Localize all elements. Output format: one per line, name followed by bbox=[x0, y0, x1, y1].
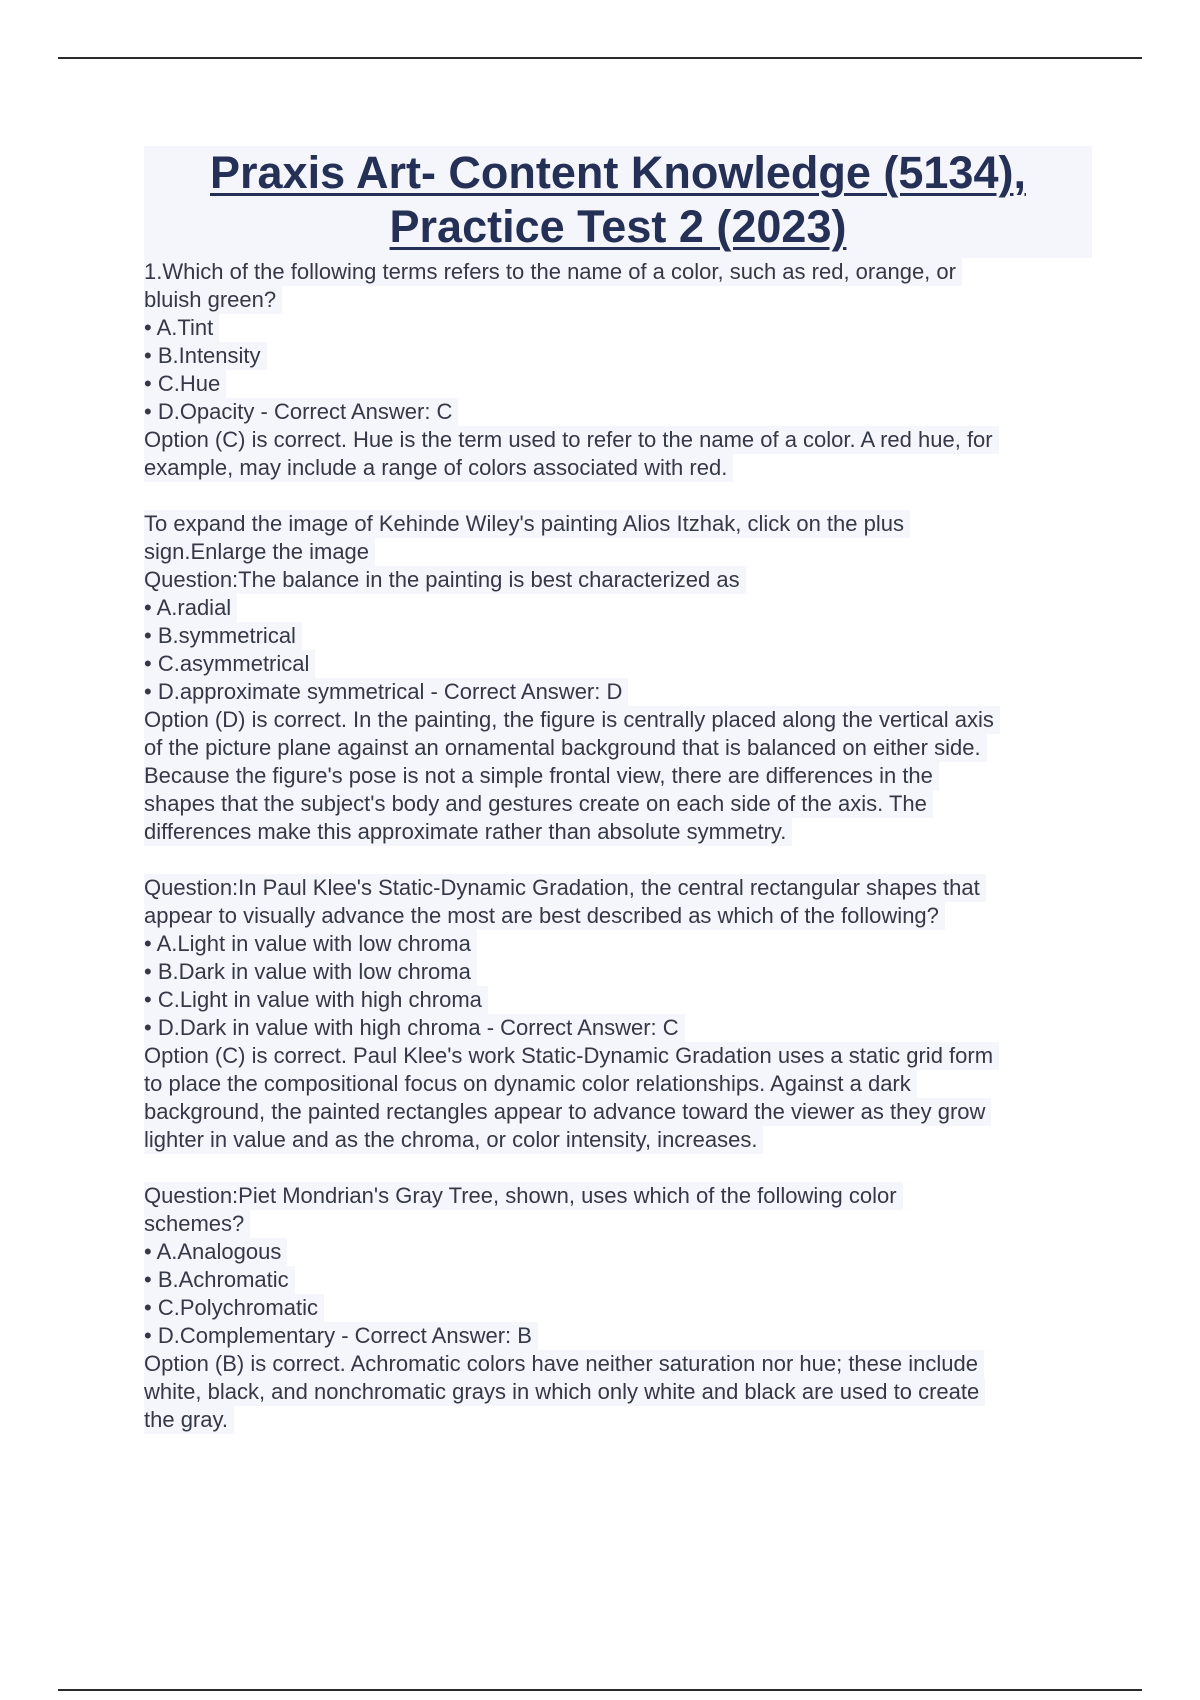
text-line bbox=[144, 510, 1092, 538]
text-line bbox=[144, 1350, 1092, 1378]
text-line-content: shapes that the subject's body and gestures create on each side of the axis. The bbox=[144, 790, 933, 818]
document-body bbox=[144, 146, 1092, 1434]
text-line bbox=[144, 1322, 1092, 1350]
text-line bbox=[144, 678, 1092, 706]
text-line-content: differences make this approximate rather than absolute symmetry. bbox=[144, 818, 792, 846]
text-line bbox=[144, 1238, 1092, 1266]
text-line bbox=[144, 1070, 1092, 1098]
text-line bbox=[144, 398, 1092, 426]
text-line bbox=[144, 1042, 1092, 1070]
text-line-content: • A.radial bbox=[144, 594, 237, 622]
text-line bbox=[144, 930, 1092, 958]
text-line bbox=[144, 1210, 1092, 1238]
text-line-content: • D.Dark in value with high chroma - Correct Answer: C bbox=[144, 1014, 685, 1042]
text-line-content: • A.Tint bbox=[144, 314, 219, 342]
text-line-content: • B.Intensity bbox=[144, 342, 267, 370]
text-line bbox=[144, 286, 1092, 314]
text-line bbox=[144, 314, 1092, 342]
text-line bbox=[144, 1294, 1092, 1322]
header-rule bbox=[58, 57, 1142, 59]
text-line bbox=[144, 370, 1092, 398]
text-line bbox=[144, 454, 1092, 482]
section-spacer bbox=[144, 846, 1092, 874]
text-line bbox=[144, 958, 1092, 986]
text-line bbox=[144, 1266, 1092, 1294]
text-line-content: • A.Analogous bbox=[144, 1238, 287, 1266]
text-line-content: bluish green? bbox=[144, 286, 282, 314]
text-line bbox=[144, 426, 1092, 454]
text-line-content: 1.Which of the following terms refers to the name of a color, such as red, orange, or bbox=[144, 258, 962, 286]
text-line bbox=[144, 1406, 1092, 1434]
text-line bbox=[144, 706, 1092, 734]
text-line-content: sign.Enlarge the image bbox=[144, 538, 375, 566]
text-line-content: schemes? bbox=[144, 1210, 250, 1238]
text-line bbox=[144, 1378, 1092, 1406]
title-line-2: Practice Test 2 (2023) bbox=[389, 201, 847, 252]
text-line-content: Question:Piet Mondrian's Gray Tree, shown, uses which of the following color bbox=[144, 1182, 903, 1210]
text-line-content: the gray. bbox=[144, 1406, 234, 1434]
text-line-content: background, the painted rectangles appear to advance toward the viewer as they grow bbox=[144, 1098, 991, 1126]
text-line bbox=[144, 1182, 1092, 1210]
text-line bbox=[144, 258, 1092, 286]
text-line-content: Option (C) is correct. Paul Klee's work Static-Dynamic Gradation uses a static grid form bbox=[144, 1042, 999, 1070]
text-line-content: lighter in value and as the chroma, or color intensity, increases. bbox=[144, 1126, 763, 1154]
text-line-content: appear to visually advance the most are best described as which of the following? bbox=[144, 902, 945, 930]
question-block bbox=[144, 1182, 1092, 1434]
text-line bbox=[144, 342, 1092, 370]
text-line-content: Option (B) is correct. Achromatic colors have neither saturation nor hue; these include bbox=[144, 1350, 984, 1378]
text-line bbox=[144, 986, 1092, 1014]
question-list bbox=[144, 258, 1092, 1434]
text-line-content: Question:The balance in the painting is best characterized as bbox=[144, 566, 746, 594]
text-line-content: Because the figure's pose is not a simple frontal view, there are differences in the bbox=[144, 762, 939, 790]
text-line bbox=[144, 1126, 1092, 1154]
text-line bbox=[144, 566, 1092, 594]
text-line-content: • B.symmetrical bbox=[144, 622, 302, 650]
text-line-content: To expand the image of Kehinde Wiley's painting Alios Itzhak, click on the plus bbox=[144, 510, 910, 538]
text-line-content: • D.Opacity - Correct Answer: C bbox=[144, 398, 458, 426]
text-line-content: white, black, and nonchromatic grays in which only white and black are used to create bbox=[144, 1378, 985, 1406]
text-line bbox=[144, 594, 1092, 622]
section-spacer bbox=[144, 1154, 1092, 1182]
text-line bbox=[144, 538, 1092, 566]
text-line-content: Option (D) is correct. In the painting, the figure is centrally placed along the vertical axis bbox=[144, 706, 1000, 734]
text-line-content: • A.Light in value with low chroma bbox=[144, 930, 477, 958]
text-line bbox=[144, 622, 1092, 650]
document-title bbox=[144, 146, 1092, 258]
text-line-content: • C.asymmetrical bbox=[144, 650, 315, 678]
text-line-content: • C.Hue bbox=[144, 370, 226, 398]
text-line bbox=[144, 650, 1092, 678]
text-line-content: • B.Dark in value with low chroma bbox=[144, 958, 477, 986]
footer-rule bbox=[58, 1689, 1142, 1691]
section-spacer bbox=[144, 482, 1092, 510]
text-line-content: Option (C) is correct. Hue is the term used to refer to the name of a color. A red hue, for bbox=[144, 426, 999, 454]
title-line-1: Praxis Art- Content Knowledge (5134), bbox=[210, 147, 1026, 198]
question-block bbox=[144, 510, 1092, 846]
text-line-content: • D.Complementary - Correct Answer: B bbox=[144, 1322, 538, 1350]
text-line-content: to place the compositional focus on dynamic color relationships. Against a dark bbox=[144, 1070, 917, 1098]
text-line-content: • C.Light in value with high chroma bbox=[144, 986, 488, 1014]
text-line-content: example, may include a range of colors associated with red. bbox=[144, 454, 733, 482]
question-block bbox=[144, 874, 1092, 1154]
text-line bbox=[144, 1098, 1092, 1126]
text-line bbox=[144, 762, 1092, 790]
text-line-content: • C.Polychromatic bbox=[144, 1294, 324, 1322]
text-line bbox=[144, 874, 1092, 902]
text-line bbox=[144, 790, 1092, 818]
text-line-content: Question:In Paul Klee's Static-Dynamic Gradation, the central rectangular shapes that bbox=[144, 874, 986, 902]
question-block bbox=[144, 258, 1092, 482]
text-line-content: • B.Achromatic bbox=[144, 1266, 295, 1294]
text-line bbox=[144, 1014, 1092, 1042]
text-line bbox=[144, 902, 1092, 930]
text-line bbox=[144, 734, 1092, 762]
text-line-content: of the picture plane against an ornamental background that is balanced on either side. bbox=[144, 734, 987, 762]
text-line bbox=[144, 818, 1092, 846]
text-line-content: • D.approximate symmetrical - Correct Answer: D bbox=[144, 678, 628, 706]
